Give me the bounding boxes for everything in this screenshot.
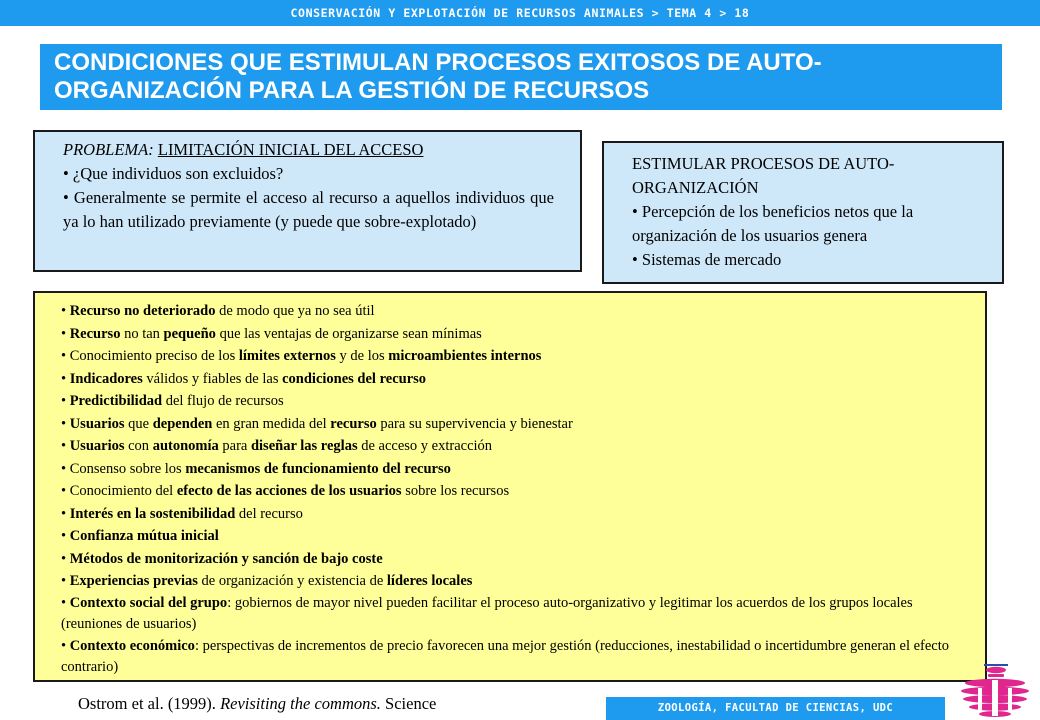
conditions-list [61,300,973,679]
condition-item: • Predictibilidad del flujo de recursos [61,393,284,409]
condition-text: : gobiernos de mayor nivel pueden facilitar el proceso auto-organizativo y legitimar los acuerdos de los grupos locales (reuniones de usuarios) [61,594,913,632]
condition-text: válidos y fiables de las [142,370,283,387]
condition-bold-text: líderes locales [386,573,473,589]
stimulate-box [602,141,1004,284]
condition-bold-text: condiciones del recurso [282,370,427,387]
page-title: CONDICIONES QUE ESTIMULAN PROCESOS EXITOSOS DE AUTO-ORGANIZACIÓN PARA LA GESTIÓN DE RECURSOS [54,49,822,104]
condition-text: del recurso [235,505,303,522]
condition-bold-text: Usuarios [69,438,125,454]
condition-item: • Interés en la sostenibilidad del recurso [61,505,303,522]
condition-bold-text: Confianza mútua inicial [69,528,219,544]
condition-bold-text: mecanismos de funcionamiento del recurso [185,460,451,477]
condition-item: • Recurso no tan pequeño que las ventajas de organizarse sean mínimas [61,325,482,342]
condition-text: que [124,415,153,432]
stimulate-heading: ESTIMULAR PROCESOS DE AUTO-ORGANIZACIÓN [632,154,895,197]
condition-text: en gran medida del [212,415,331,432]
condition-bold-text: Contexto social del grupo [69,594,228,611]
problem-bullet-text: Generalmente se permite el acceso al recurso a aquellos individuos que ya lo han utilizado previamente (y puede que sobre-explotado) [63,188,554,231]
condition-text: y de los [335,348,389,364]
condition-text: no tan [120,325,164,342]
condition-text: Conocimiento del [69,483,177,499]
condition-bold-text: Recurso [69,325,121,342]
condition-text: del flujo de recursos [162,393,284,409]
condition-bold-text: dependen [152,415,213,432]
condition-text: que las ventajas de organizarse sean mínimas [215,325,482,342]
condition-item: • Indicadores válidos y fiables de las condiciones del recurso [61,370,427,387]
stimulate-bullet-text: Sistemas de mercado [641,250,782,269]
condition-text: Consenso sobre los [69,460,186,477]
condition-text: de modo que ya no sea útil [215,303,375,319]
citation-title: Revisiting the commons. [220,694,381,713]
condition-item: • Conocimiento del efecto de las acciones de los usuarios sobre los recursos [61,483,510,499]
problem-bullet: • ¿Que individuos son excluidos? [63,164,284,183]
condition-bold-text: pequeño [163,325,216,342]
condition-item: • Métodos de monitorización y sanción de bajo coste [61,550,383,567]
problem-box [33,130,582,272]
institution-banner: ZOOLOGÍA, FACULTAD DE CIENCIAS, UDC [606,697,945,720]
problem-label: PROBLEMA: [63,140,158,159]
condition-bold-text: efecto de las acciones de los usuarios [176,483,402,499]
problem-label-underlined: LIMITACIÓN INICIAL DEL ACCESO [157,140,424,159]
condition-bold-text: Contexto económico [69,637,195,654]
condition-text: con [124,438,153,454]
condition-text: Conocimiento preciso de los [69,348,239,364]
citation-journal: Science [380,694,437,713]
condition-item: • Conocimiento preciso de los límites externos y de los microambientes internos [61,348,542,364]
citation-authors: Ostrom et al. (1999). [78,694,221,713]
condition-bold-text: Recurso no deteriorado [69,303,216,319]
condition-item: • Usuarios que dependen en gran medida del recurso para su supervivencia y bienestar [61,415,573,432]
condition-bold-text: Interés en la sostenibilidad [69,505,236,522]
citation [78,694,436,714]
condition-bold-text: autonomía [152,438,219,454]
condition-bold-text: Experiencias previas [69,573,198,589]
title-banner [40,44,1002,110]
condition-bold-text: Usuarios [69,415,125,432]
problem-heading [63,138,554,162]
condition-item: • Confianza mútua inicial [61,528,219,544]
stimulate-bullet: • Sistemas de mercado [632,250,782,269]
conditions-box [33,291,987,682]
condition-item: • Contexto económico: perspectivas de incrementos de precio favorecen una mejor gestión (reducciones, inestabilidad o incertidumbre generan el efecto contrario) [61,637,950,675]
condition-bold-text: Predictibilidad [69,393,163,409]
condition-bold-text: microambientes internos [388,348,542,364]
problem-bullet: • Generalmente se permite el acceso al recurso a aquellos individuos que ya lo han utilizado previamente (y puede que sobre-explotado) [63,188,554,231]
condition-text: : perspectivas de incrementos de precio favorecen una mejor gestión (reducciones, inestabilidad o incertidumbre generan el efecto contrario) [61,637,950,675]
condition-bold-text: límites externos [238,348,336,364]
condition-bold-text: Indicadores [69,370,143,387]
breadcrumb: CONSERVACIÓN Y EXPLOTACIÓN DE RECURSOS ANIMALES > TEMA 4 > 18 [0,0,1040,26]
condition-bold-text: diseñar las reglas [250,438,358,454]
condition-text: para [218,438,251,454]
condition-text: sobre los recursos [401,483,510,499]
condition-item: • Recurso no deteriorado de modo que ya no sea útil [61,303,375,319]
condition-bold-text: recurso [330,415,377,432]
condition-item: • Experiencias previas de organización y existencia de líderes locales [61,573,473,589]
condition-text: de acceso y extracción [357,438,493,454]
stimulate-bullet: • Percepción de los beneficios netos que la organización de los usuarios genera [632,202,914,245]
stimulate-bullet-text: Percepción de los beneficios netos que la organización de los usuarios genera [632,202,914,245]
condition-bold-text: Métodos de monitorización y sanción de bajo coste [69,550,383,567]
udc-logo-icon [958,658,1032,720]
problem-bullet-text: ¿Que individuos son excluidos? [72,164,284,183]
condition-text: para su supervivencia y bienestar [376,415,573,432]
condition-item: • Usuarios con autonomía para diseñar las reglas de acceso y extracción [61,438,493,454]
condition-item: • Consenso sobre los mecanismos de funcionamiento del recurso [61,460,451,477]
condition-item: • Contexto social del grupo: gobiernos de mayor nivel pueden facilitar el proceso auto-organizativo y legitimar los acuerdos de los grupos locales (reuniones de usuarios) [61,594,913,632]
condition-text: de organización y existencia de [197,573,387,589]
